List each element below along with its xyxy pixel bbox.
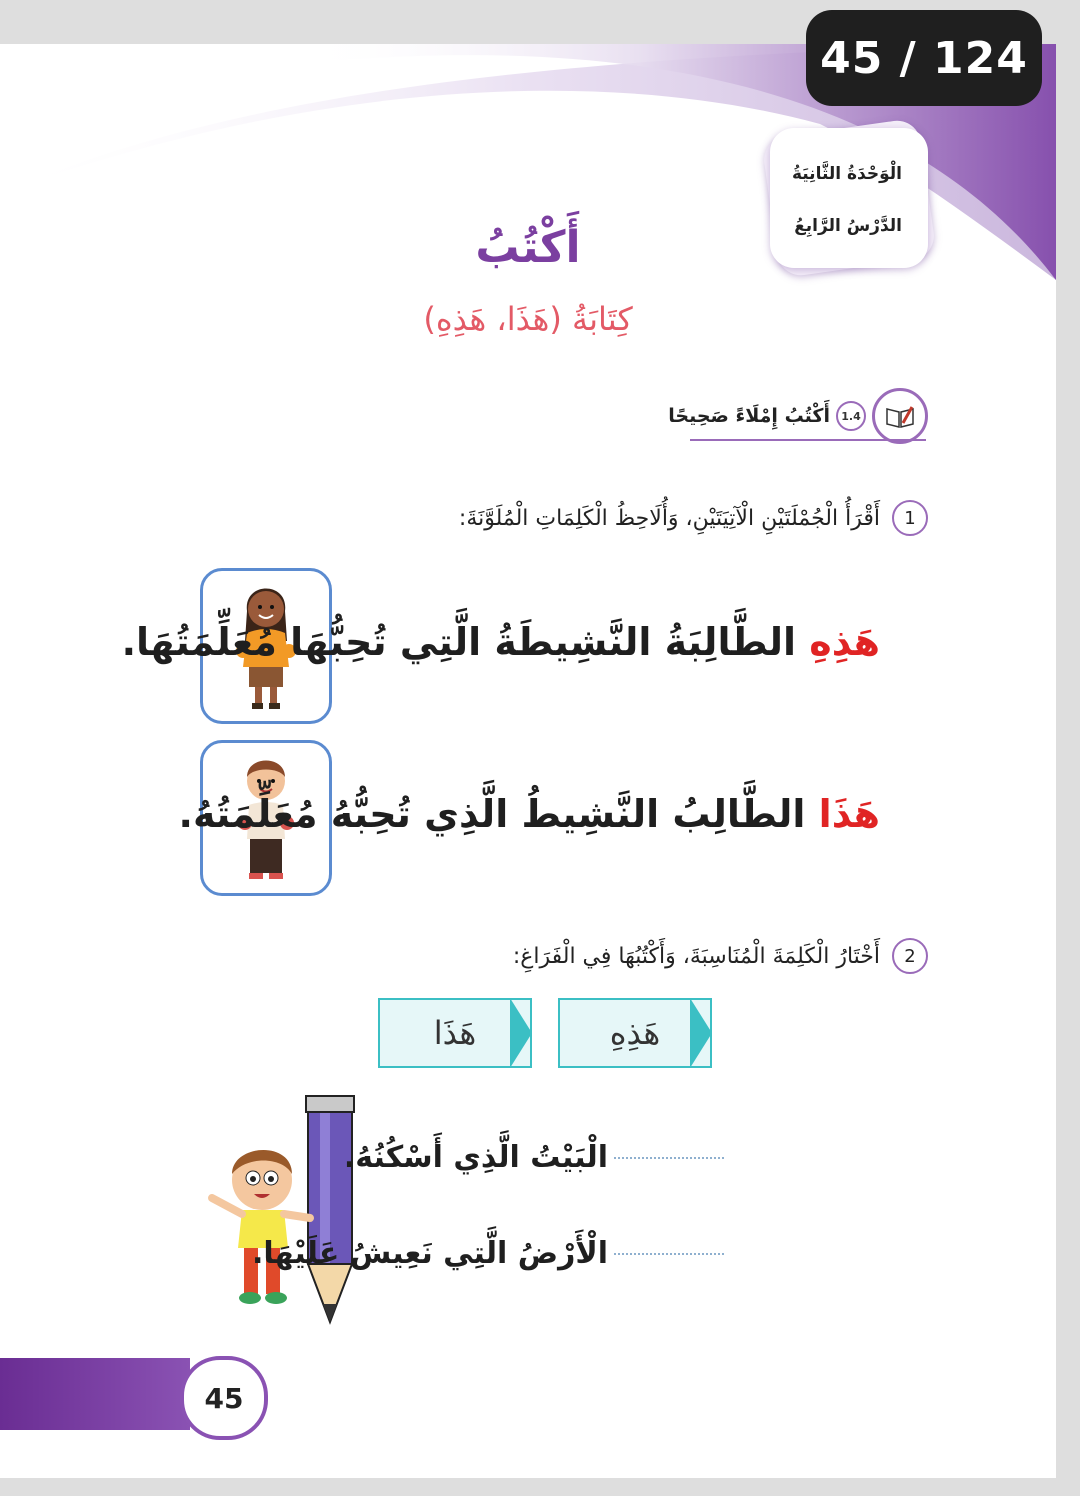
word-option-arrow: [690, 998, 712, 1068]
word-option-arrow: [510, 998, 532, 1068]
footer-bar: [0, 1358, 190, 1430]
question-instruction: أَقْرَأُ الْجُمْلَتَيْنِ الْآتِيَتَيْنِ، وَأُلَاحِظُ الْكَلِمَاتِ الْمُلَوَّنَةَ:: [458, 505, 880, 531]
unit-label: الْوَحْدَةُ الثَّانِيَةُ: [791, 164, 902, 184]
word-option-hadhihi[interactable]: هَذِهِ: [558, 998, 712, 1068]
objective-code: 1.4: [836, 401, 866, 431]
sentence-2: [179, 792, 880, 836]
question-number: 2: [892, 938, 928, 974]
question-2: [513, 938, 928, 974]
sentence-text: الطَّالِبَةُ النَّشِيطَةُ الَّتِي تُحِبُّهَا مُعَلِّمَتُهَا.: [121, 620, 810, 664]
fill-item-1: [344, 1140, 724, 1175]
lesson-label: الدَّرْسُ الرَّابِعُ: [794, 216, 902, 236]
page-title: أَكْتُبُ: [475, 222, 581, 273]
book-pen-icon: [872, 388, 928, 444]
question-1: [459, 500, 928, 536]
answer-blank[interactable]: [614, 1156, 724, 1159]
page-counter: 45 / 124: [806, 10, 1042, 106]
pencil-boy-illustration: [206, 1090, 366, 1330]
document-page: [0, 44, 1056, 1478]
fill-item-text: الْبَيْتُ الَّذِي أَسْكُنُهُ.: [343, 1140, 608, 1175]
question-number: 1: [892, 500, 928, 536]
learning-objective: [668, 392, 928, 440]
objective-text: أَكْتُبُ إِمْلَاءً صَحِيحًا: [668, 405, 830, 427]
sentence-1: [122, 620, 880, 664]
fill-item-2: [252, 1236, 724, 1271]
page-number: 45: [180, 1356, 268, 1440]
fill-item-text: الْأَرْضُ الَّتِي نَعِيشُ عَلَيْهَا.: [251, 1236, 608, 1271]
highlight-word: هَذَا: [818, 792, 880, 836]
question-instruction: أَخْتَارُ الْكَلِمَةَ الْمُنَاسِبَةَ، وَأَكْتُبُهَا فِي الْفَرَاغِ:: [512, 943, 880, 969]
word-option-hadha[interactable]: هَذَا: [378, 998, 532, 1068]
page-subtitle: كِتَابَةُ (هَذَا، هَذِهِ): [423, 300, 633, 338]
highlight-word: هَذِهِ: [809, 620, 880, 664]
objective-underline: [690, 439, 926, 441]
sentence-text: الطَّالِبُ النَّشِيطُ الَّذِي تُحِبُّهُ مُعَلِّمَتُهُ.: [178, 792, 819, 836]
answer-blank[interactable]: [614, 1252, 724, 1255]
